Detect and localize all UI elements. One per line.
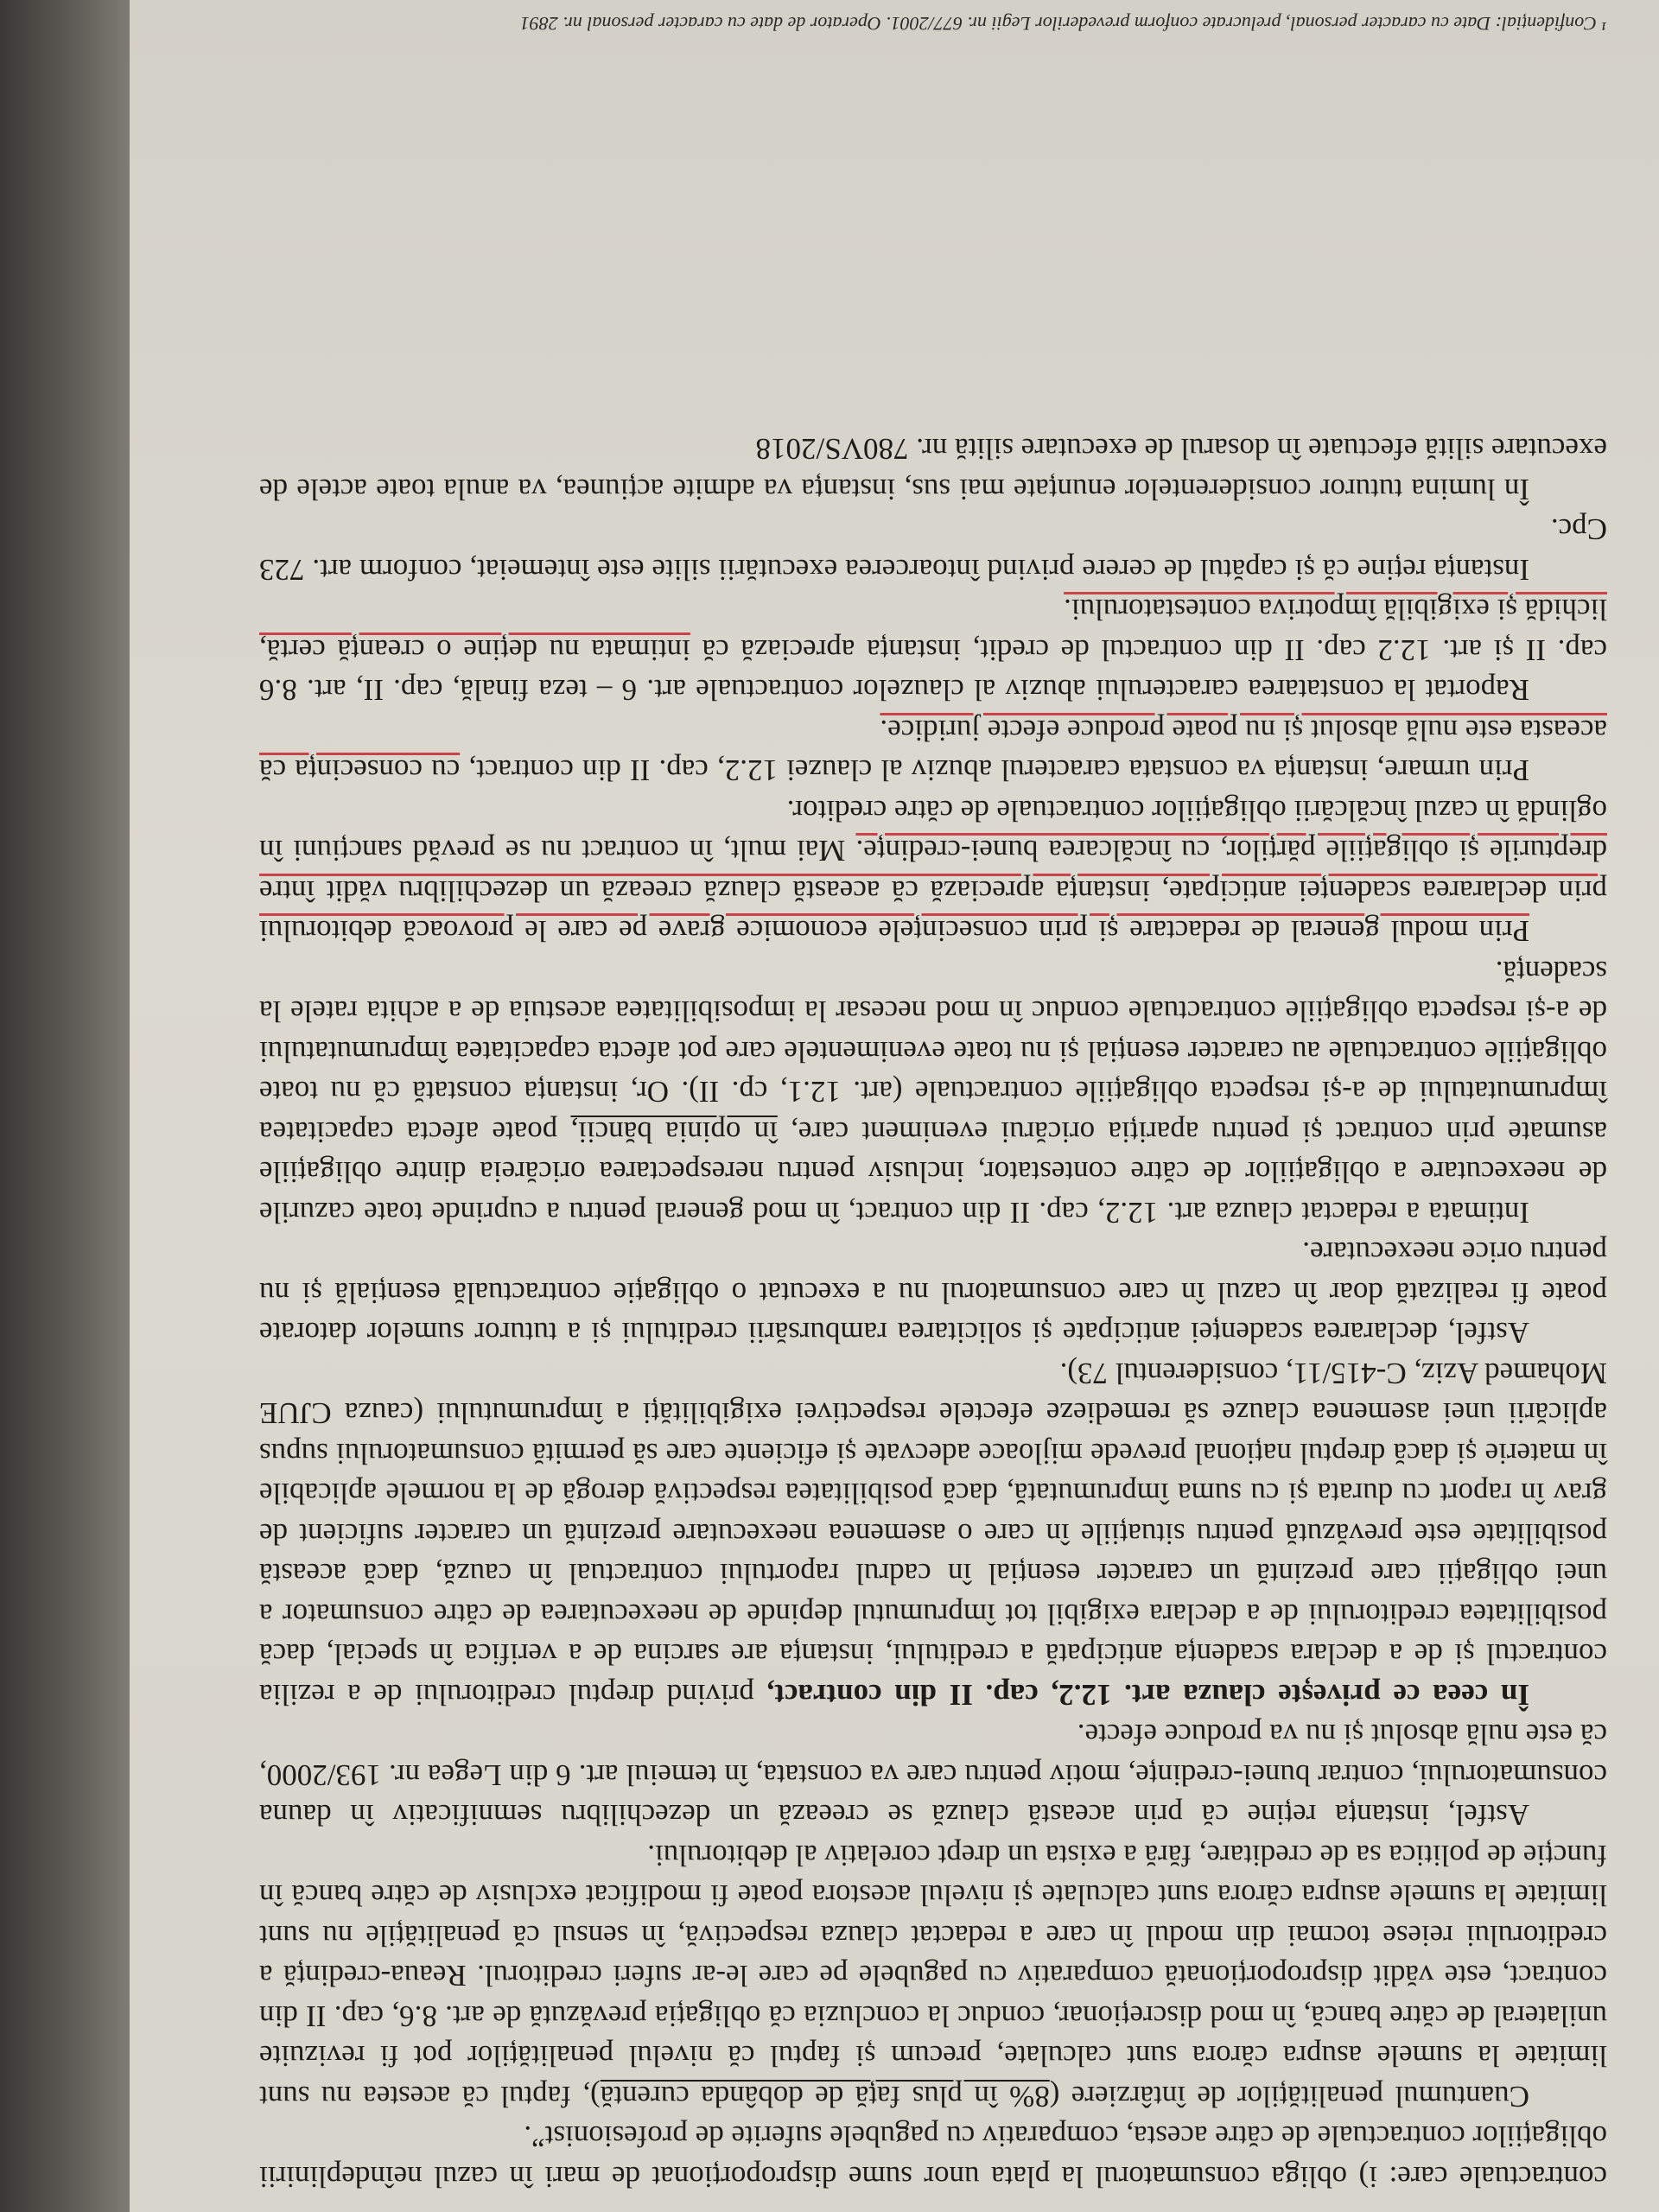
paragraph-text: poate afecta capacitatea împrumutatului de a-și respecta obligațiile contractuale (art. 12.1, cp. II). Or, instanța constată că nu toate obligațiile contractuale au caracter esențial și nu toate evenimentele care pot afecta capacitatea împrumutatului de a-și respecta obligațiile contractuale conduc în mod necesar la imposibilitatea acestuia de a achita ratele la scadență.: [259, 955, 1607, 1149]
paragraph-text: Instanța reține că și capătul de cerere privind întoarcerea executării silite este întemeiat, conform art. 723 Cpc.: [259, 512, 1607, 587]
paragraph-text: Mai mult, în contract nu se prevăd sancțiuni în oglindă în cazul încălcării obligațiilor contractuale de către creditor.: [259, 794, 1607, 868]
paragraph-7: [259, 791, 1607, 951]
paragraph-text: contractuale care: i) obliga consumatorul la plata unor sume disproporționat de mari în cazul neîndeplinirii obligațiilor contractuale de către acesta, comparativ cu pagubele suferite de profesionist”.: [259, 2120, 1607, 2194]
document-body: [259, 429, 1607, 2196]
paragraph-text: Prin urmare, instanța va constata caracterul abuziv al clauzei 12.2, cap. II din contract,: [460, 753, 1529, 788]
bold-heading-text: În ceea ce privește clauza art. 12.2, cap. II din contract,: [766, 1678, 1529, 1712]
red-underlined-text: cu consecința că aceasta este nulă absolut și nu poate produce efecte juridice.: [258, 714, 1607, 788]
footnote: ¹ Confidențial: Date cu caracter personal, prelucrate conform prevederilor Legii nr. 677/2001. Operator de date cu caracter personal nr. 2891: [519, 13, 1607, 35]
paragraph-3: [259, 1714, 1607, 1835]
underlined-text: 8% în plus față de dobânda curentă: [600, 2080, 1050, 2113]
paragraph-text: În lumina tuturor considerentelor enunțate mai sus, instanța va admite acțiunea, va anula toate actele de executare silită efectuate în dosarul de executare silită nr. 780VS/2018: [259, 432, 1607, 506]
paragraph-8: [259, 710, 1607, 791]
paragraph-6: [259, 951, 1607, 1233]
paragraph-text: Astfel, instanța reține că prin această clauză se creează un dezechilibru semnificativ în dauna consumatorului, contrar bunei-credințe, motiv pentru care va constata, în temeiul art. 6 din Legea nr. 193/2000, că este nulă absolut și nu va produce efecte.: [259, 1718, 1607, 1833]
paragraph-11: [259, 429, 1607, 509]
red-underlined-text: Prin modul general de redactare și prin consecințele economice grave pe care le provoacă debitorului prin declararea scadenței anticipate, instanța apreciază că această clauză creează un dezechilibru vădit între drepturile și obligațiile părților, cu încălcarea bunei-credințe.: [259, 834, 1607, 949]
paragraph-text: ), faptul că acestea nu sunt limitate la sumele asupra cărora sunt calculate, precum și faptul că nivelul penalităților pot fi revizuite unilateral de către bancă, în mod discreționar, conduc la concluzia că obligația prevăzută de art. 8.6, cap. II din contract, este vădit disproporționată comparativ cu pagubele pe care le-ar suferi creditorul. Reaua-credință a creditorului reiese tocmai din modul în care a redactat clauza respectivă, în sensul că penalitățile nu sunt limitate la sumele asupra cărora sunt calculate și nivelul acestora poate fi modificat exclusiv de către bancă în funcție de politica sa de creditare, fără a exista un drept corelativ al debitorului.: [258, 1839, 1607, 2113]
paragraph-2: [259, 1835, 1607, 2117]
paragraph-4: [259, 1353, 1607, 1715]
paragraph-text: Cuantumul penalităților de întârziere (: [1049, 2080, 1529, 2113]
paragraph-text: Raportat la constatarea caracterului abuziv al clauzelor contractuale art. 6 – teza finală, cap. II, art. 8.6 cap. II și art. 12.2 cap. II din contractul de credit, instanța apreciază că: [259, 633, 1607, 708]
underlined-text: în opinia băncii,: [570, 1116, 778, 1149]
red-underlined-text: intimata nu deține o creanță certă, lichidă și exigibilă împotriva contestatorului.: [259, 593, 1607, 667]
paragraph-1: [259, 2116, 1607, 2196]
paragraph-10: [259, 509, 1607, 589]
paragraph-5: [259, 1232, 1607, 1353]
paragraph-text: privind dreptul creditorului de a rezilia contractul și de a declara scadența anticipată a creditului, instanța are sarcina de a verifica în special, dacă posibilitatea creditorului de a declara exigibil tot împrumutul depinde de neexecutarea de către consumator a unei obligații care prezintă un caracter esențial în cadrul raportului contractual în cauză, dacă această posibilitate este prevăzută pentru situațiile în care o asemenea neexecutare prezintă un caracter suficient de grav în raport cu durata și cu suma împrumutată, dacă posibilitatea respectivă derogă de la normele aplicabile în materie și dacă dreptul național prevede mijloace adecvate și eficiente care să permită consumatorului supus aplicării unei asemenea clauze să remedieze efectele respectivei exigibilități a împrumutului (cauza CJUE Mohamed Aziz, C-415/11, considerentul 73).: [259, 1357, 1607, 1712]
paragraph-9: [259, 589, 1607, 710]
paragraph-text: Intimata a redactat clauza art. 12.2, cap. II din contract, în mod general pentru a cuprinde toate cazurile de neexecutare a obligațiilor de către contestator, inclusiv pentru nerespectarea oricăreia dintre obligațiile asumate prin contract și pentru apariția oricărui eveniment care,: [259, 1116, 1607, 1230]
paragraph-text: Astfel, declararea scadenței anticipate și solicitarea rambursării creditului și a tuturor sumelor datorate poate fi realizată doar în cazul în care consumatorul nu a executat o obligație contractuală esențială și nu pentru orice neexecutare.: [259, 1236, 1607, 1351]
